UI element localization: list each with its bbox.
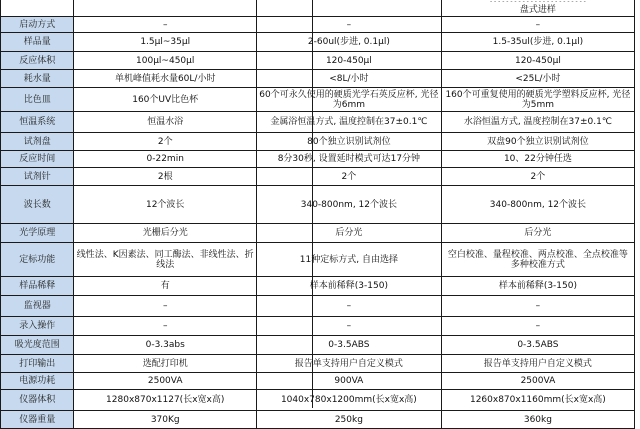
cell-model-2: 0-3.5ABS <box>256 336 441 355</box>
cell-model-1: 12个波长 <box>74 186 256 224</box>
cell-model-3: – <box>441 17 634 33</box>
cell-model-1: 选配打印机 <box>74 355 256 373</box>
table-row <box>1 224 635 243</box>
cell-model-3: 160个可重复使用的硬质光学塑料反应杯, 光径为5mm <box>441 88 634 112</box>
cell-model-1: – <box>74 17 256 33</box>
cell-model-3: 后分光 <box>441 224 634 243</box>
row-label: 反应时间 <box>1 151 74 168</box>
table-row <box>1 112 635 133</box>
row-label: 监视器 <box>1 296 74 317</box>
table-row <box>1 70 635 88</box>
cell-model-3: 双盘90个独立识别试剂位 <box>441 133 634 151</box>
cell-model-1: 2500VA <box>74 373 256 390</box>
row-label: 试剂针 <box>1 168 74 186</box>
cell-model-2: 样本前稀释(3-150) <box>256 277 441 296</box>
cell-model-1: 160个UV比色杯 <box>74 88 256 112</box>
row-label: 电源功耗 <box>1 373 74 390</box>
cell-model-2: 金属浴恒温方式, 温度控制在37±0.1℃ <box>256 112 441 133</box>
table-row <box>1 17 635 33</box>
cell-model-3: 1260x870x1160mm(长x宽x高) <box>441 390 634 411</box>
cell-model-2: – <box>256 317 441 336</box>
cell-model-3: – <box>441 296 634 317</box>
table-header-fragment-row <box>1 0 635 17</box>
header-cell-1 <box>74 0 256 17</box>
cell-model-2: 2个 <box>256 168 441 186</box>
row-label: 波长数 <box>1 186 74 224</box>
cell-model-3: 360kg <box>441 411 634 429</box>
cell-model-1: 370Kg <box>74 411 256 429</box>
cell-model-2: 2-60ul(步进, 0.1μl) <box>256 33 441 52</box>
cell-model-1: 100μl~450μl <box>74 52 256 70</box>
cell-model-2: <8L/小时 <box>256 70 441 88</box>
table-row <box>1 168 635 186</box>
cell-model-3: 样本前稀释(3-150) <box>441 277 634 296</box>
row-label: 启动方式 <box>1 17 74 33</box>
header-cell-3 <box>441 0 634 17</box>
row-label: 恒温系统 <box>1 112 74 133</box>
row-label: 定标功能 <box>1 243 74 277</box>
row-label: 反应体积 <box>1 52 74 70</box>
table-row <box>1 186 635 224</box>
cell-model-2: 8分30秒, 设置延时模式可达17分钟 <box>256 151 441 168</box>
cell-model-3: 空白校准、量程校准、两点校准、全点校准等多种校准方式 <box>441 243 634 277</box>
cell-model-3: 1.5-35ul(步进, 0.1μl) <box>441 33 634 52</box>
table-row <box>1 355 635 373</box>
table-row <box>1 243 635 277</box>
cell-model-1: 单机峰值耗水量60L/小时 <box>74 70 256 88</box>
row-label: 吸光度范围 <box>1 336 74 355</box>
table-row <box>1 411 635 429</box>
cell-model-1: 1280x870x1127(长x宽x高) <box>74 390 256 411</box>
cell-model-1: 光栅后分光 <box>74 224 256 243</box>
cell-model-1: 0-22min <box>74 151 256 168</box>
row-label: 仪器体积 <box>1 390 74 411</box>
cell-model-2: – <box>256 296 441 317</box>
row-label: 样品量 <box>1 33 74 52</box>
header-label-cell <box>1 0 74 17</box>
cell-model-2: 11种定标方式, 自由选择 <box>256 243 441 277</box>
table-row <box>1 317 635 336</box>
cell-model-2: 60个可永久使用的硬质光学石英反应杯, 光径为6mm <box>256 88 441 112</box>
row-label: 试剂盘 <box>1 133 74 151</box>
header-cell-2 <box>256 0 441 17</box>
table-row <box>1 296 635 317</box>
cell-model-1: 有 <box>74 277 256 296</box>
table-row <box>1 133 635 151</box>
header-cell-3-line2: 盘式进样 <box>519 4 556 15</box>
cell-model-1: 1.5μl~35μl <box>74 33 256 52</box>
cell-model-2: 900VA <box>256 373 441 390</box>
cell-model-1: 0-3.3abs <box>74 336 256 355</box>
cell-model-1: 2根 <box>74 168 256 186</box>
cell-model-3: 120-450μl <box>441 52 634 70</box>
table-row <box>1 373 635 390</box>
table-row <box>1 33 635 52</box>
cell-model-1: – <box>74 296 256 317</box>
cell-model-3: 2500VA <box>441 373 634 390</box>
row-label: 录入操作 <box>1 317 74 336</box>
table-row <box>1 336 635 355</box>
row-label: 打印输出 <box>1 355 74 373</box>
table-row <box>1 390 635 411</box>
cell-model-3: 0-3.5ABS <box>441 336 634 355</box>
cell-model-1: 线性法、K因素法、同工酶法、非线性法、折线法 <box>74 243 256 277</box>
cell-model-3: 水浴恒温方式, 温度控制在37±0.1℃ <box>441 112 634 133</box>
table-row <box>1 277 635 296</box>
cell-model-2: 120-450μl <box>256 52 441 70</box>
cell-model-2: 报告单支持用户自定义模式 <box>256 355 441 373</box>
cell-model-3: 340-800nm, 12个波长 <box>441 186 634 224</box>
row-label: 耗水量 <box>1 70 74 88</box>
row-label: 样品稀释 <box>1 277 74 296</box>
table-row <box>1 52 635 70</box>
cell-model-2: 80个独立识别试剂位 <box>256 133 441 151</box>
table-row <box>1 151 635 168</box>
row-label: 仪器重量 <box>1 411 74 429</box>
cell-model-3: 2个 <box>441 168 634 186</box>
cell-model-2: 340-800nm, 12个波长 <box>256 186 441 224</box>
cell-model-2: – <box>256 17 441 33</box>
cell-model-3: 报告单支持用户自定义模式 <box>441 355 634 373</box>
cell-model-1: – <box>74 317 256 336</box>
cell-model-2: 1040x780x1200mm(长x宽x高) <box>256 390 441 411</box>
cell-model-3: 10、22分钟任选 <box>441 151 634 168</box>
cell-model-2: 250kg <box>256 411 441 429</box>
cell-model-1: 恒温水浴 <box>74 112 256 133</box>
row-label: 比色皿 <box>1 88 74 112</box>
row-label: 光学原理 <box>1 224 74 243</box>
cell-model-3: – <box>441 317 634 336</box>
header-cell-3-line1: - - - - - - - - - - - - - - - - - - - - - - - - <box>489 0 586 5</box>
cell-model-2: 后分光 <box>256 224 441 243</box>
cell-model-1: 2个 <box>74 133 256 151</box>
cell-model-3: <25L/小时 <box>441 70 634 88</box>
table-row <box>1 88 635 112</box>
